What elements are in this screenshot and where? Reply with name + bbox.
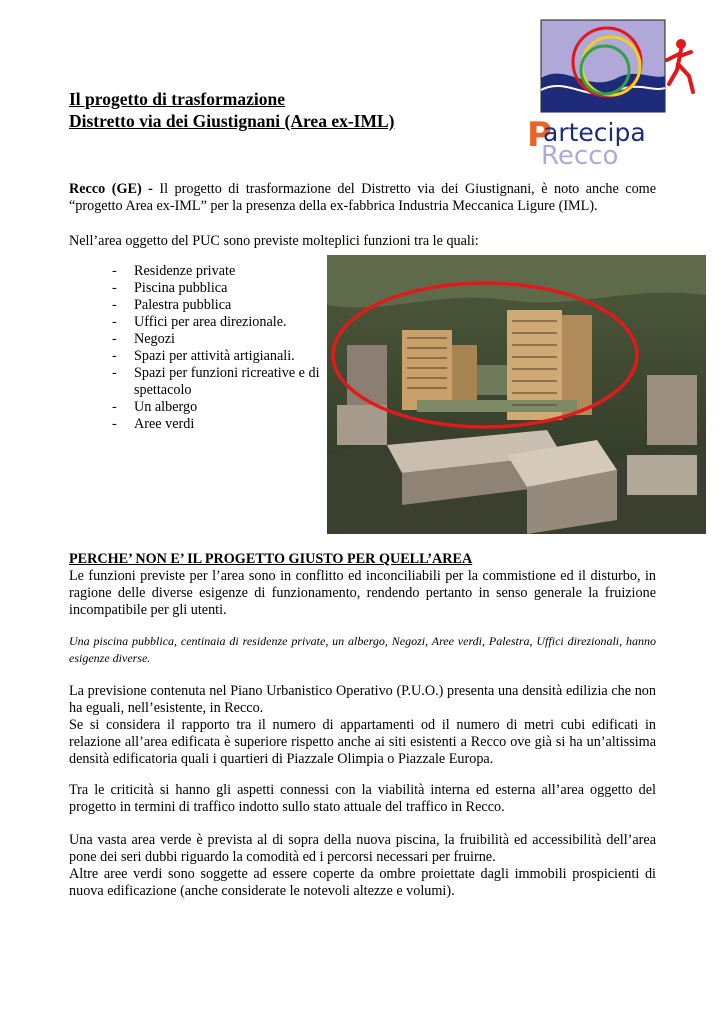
section-paragraph-1: Le funzioni previste per l’area sono in conflitto ed inconciliabili per la commistione ed il disturbo, in ragione delle diverse esigenze di funzionamento, rendendo pertanto in senso generale la fruizione incompatibile per gli utenti. [69, 568, 656, 618]
list-item: - Palestra pubblica [112, 297, 327, 314]
page-title [69, 88, 395, 132]
green-areas-paragraph-a: Una vasta area verde è prevista al di sopra della nuova piscina, la fruibilità ed accessibilità dell’area pone dei seri dubbi riguardo la comodità ed i percorsi necessari per fruirne. [69, 832, 656, 865]
list-item: - Negozi [112, 331, 327, 348]
intro-paragraph [69, 181, 656, 215]
section-title: PERCHE’ NON E’ IL PROGETTO GIUSTO PER QUELL’AREA [69, 551, 473, 567]
density-paragraph-a: La previsione contenuta nel Piano Urbanistico Operativo (P.U.O.) presenta una densità edilizia che non ha eguali, nell’esistente, in Recco. [69, 683, 656, 716]
list-item: - Residenze private [112, 263, 327, 280]
green-areas-paragraph [69, 832, 656, 900]
partecipa-recco-logo [527, 18, 695, 168]
aerial-project-photo [327, 255, 706, 534]
functions-list [112, 263, 327, 433]
list-item: - Aree verdi [112, 416, 327, 433]
functions-intro: Nell’area oggetto del PUC sono previste molteplici funzioni tra le quali: [69, 233, 479, 249]
density-paragraph [69, 683, 656, 768]
italic-note: Una piscina pubblica, centinaia di residenze private, un albergo, Negozi, Aree verdi, Palestra, Uffici direzionali, hanno esigenze diverse. [69, 634, 656, 665]
list-item: - Spazi per funzioni ricreative e di spettacolo [112, 365, 327, 399]
intro-lead: Recco (GE) - [69, 181, 153, 197]
list-item: - Un albergo [112, 399, 327, 416]
list-item: - Spazi per attività artigianali. [112, 348, 327, 365]
logo-text-artecipa: artecipa [543, 118, 646, 147]
intro-text: Il progetto di trasformazione del Distretto via dei Giustignani, è noto anche come “progetto Area ex-IML” per la presenza della ex-fabbrica Industria Meccanica Ligure (IML). [69, 181, 657, 214]
title-line-1: Il progetto di trasformazione [69, 89, 285, 109]
green-areas-paragraph-b: Altre aree verdi sono soggette ad essere coperte da ombre proiettate dagli immobili prospicienti di nuova edificazione (anche considerate le notevoli altezze e volumi). [69, 866, 656, 899]
svg-text:P: P [527, 115, 552, 155]
title-line-2: Distretto via dei Giustignani (Area ex-IML) [69, 111, 395, 131]
section-heading [69, 551, 656, 568]
traffic-paragraph: Tra le criticità si hanno gli aspetti connessi con la viabilità interna ed esterna all’area oggetto del progetto in termini di traffico indotto sullo stato attuale del traffico in Recco. [69, 782, 656, 815]
logo-text-recco: Recco [541, 141, 619, 168]
list-item: - Piscina pubblica [112, 280, 327, 297]
list-item: - Uffici per area direzionale. [112, 314, 327, 331]
density-paragraph-b: Se si considera il rapporto tra il numero di appartamenti od il numero di metri cubi edificati in relazione all’area edificata è superiore rispetto anche ai siti esistenti a Recco ove già si ha un’altissima densità edificatoria quali i quartieri di Piazzale Olimpia o Piazzale Europa. [69, 717, 656, 767]
